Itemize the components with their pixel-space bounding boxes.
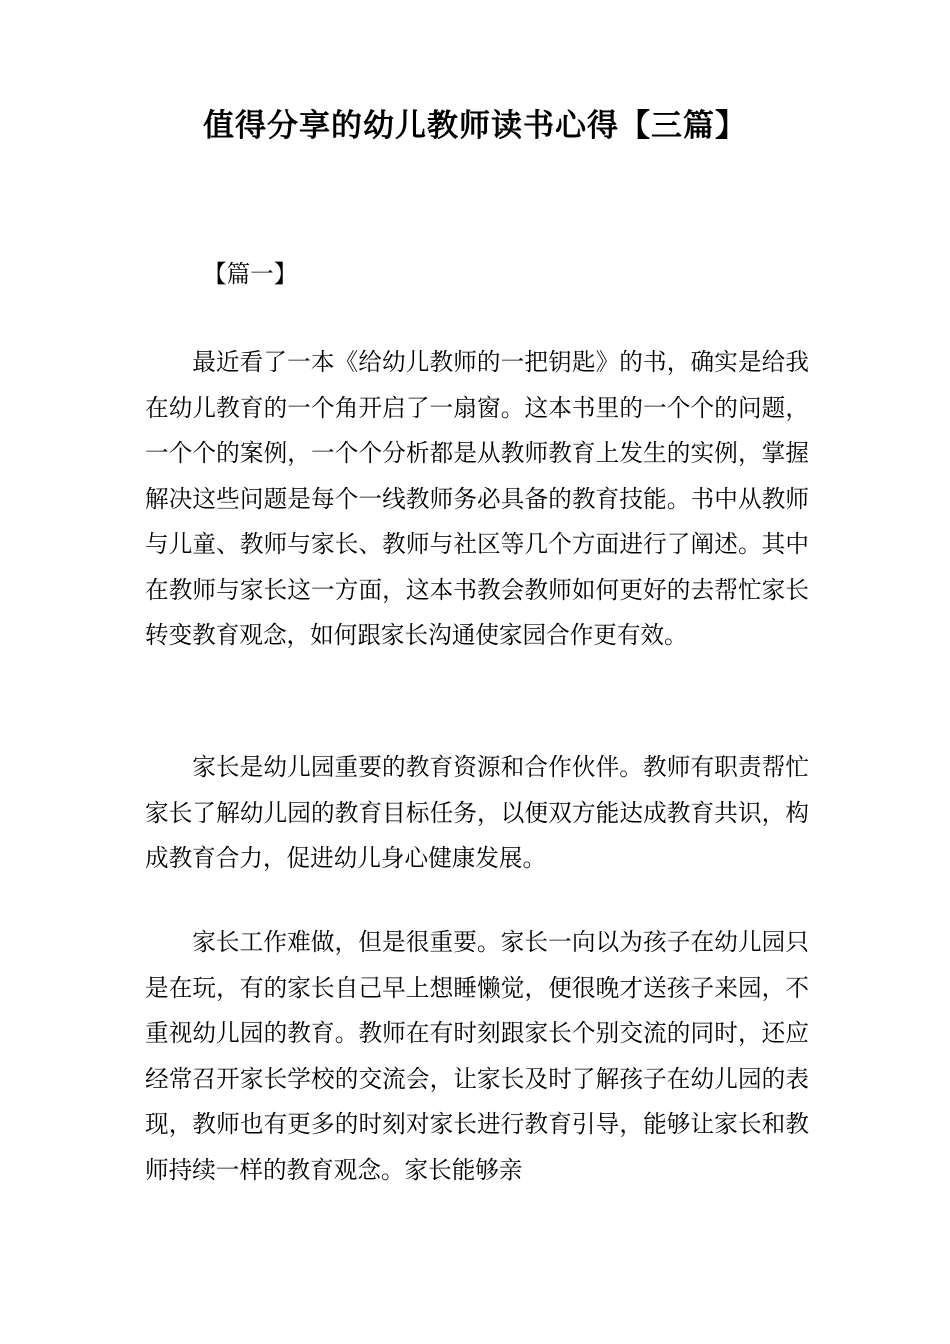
section-label: 【篇一】 bbox=[203, 260, 298, 288]
paragraph-3: 家长工作难做，但是很重要。家长一向以为孩子在幼儿园只是在玩，有的家长自己早上想睡懒觉，便很晚才送孩子来园，不重视幼儿园的教育。教师在有时刻跟家长个别交流的同时，还应经常召开家长学校的交流会，让家长及时了解孩子在幼儿园的表现，教师也有更多的时刻对家长进行教育引导，能够让家长和教师持续一样的教育观念。家长能够亲 bbox=[145, 928, 809, 1184]
document-title: 值得分享的幼儿教师读书心得【三篇】 bbox=[203, 108, 747, 144]
paragraph-2: 家长是幼儿园重要的教育资源和合作伙伴。教师有职责帮忙家长了解幼儿园的教育目标任务，以便双方能达成教育共识，构成教育合力，促进幼儿身心健康发展。 bbox=[145, 753, 809, 872]
paragraph-1: 最近看了一本《给幼儿教师的一把钥匙》的书，确实是给我在幼儿教育的一个角开启了一扇窗。这本书里的一个个的问题，一个个的案例，一个个分析都是从教师教育上发生的实例，掌握解决这些问题是每个一线教师务必具备的教育技能。书中从教师与儿童、教师与家长、教师与社区等几个方面进行了阐述。其中在教师与家长这一方面，这本书教会教师如何更好的去帮忙家长转变教育观念，如何跟家长沟通使家园合作更有效。 bbox=[145, 348, 809, 649]
